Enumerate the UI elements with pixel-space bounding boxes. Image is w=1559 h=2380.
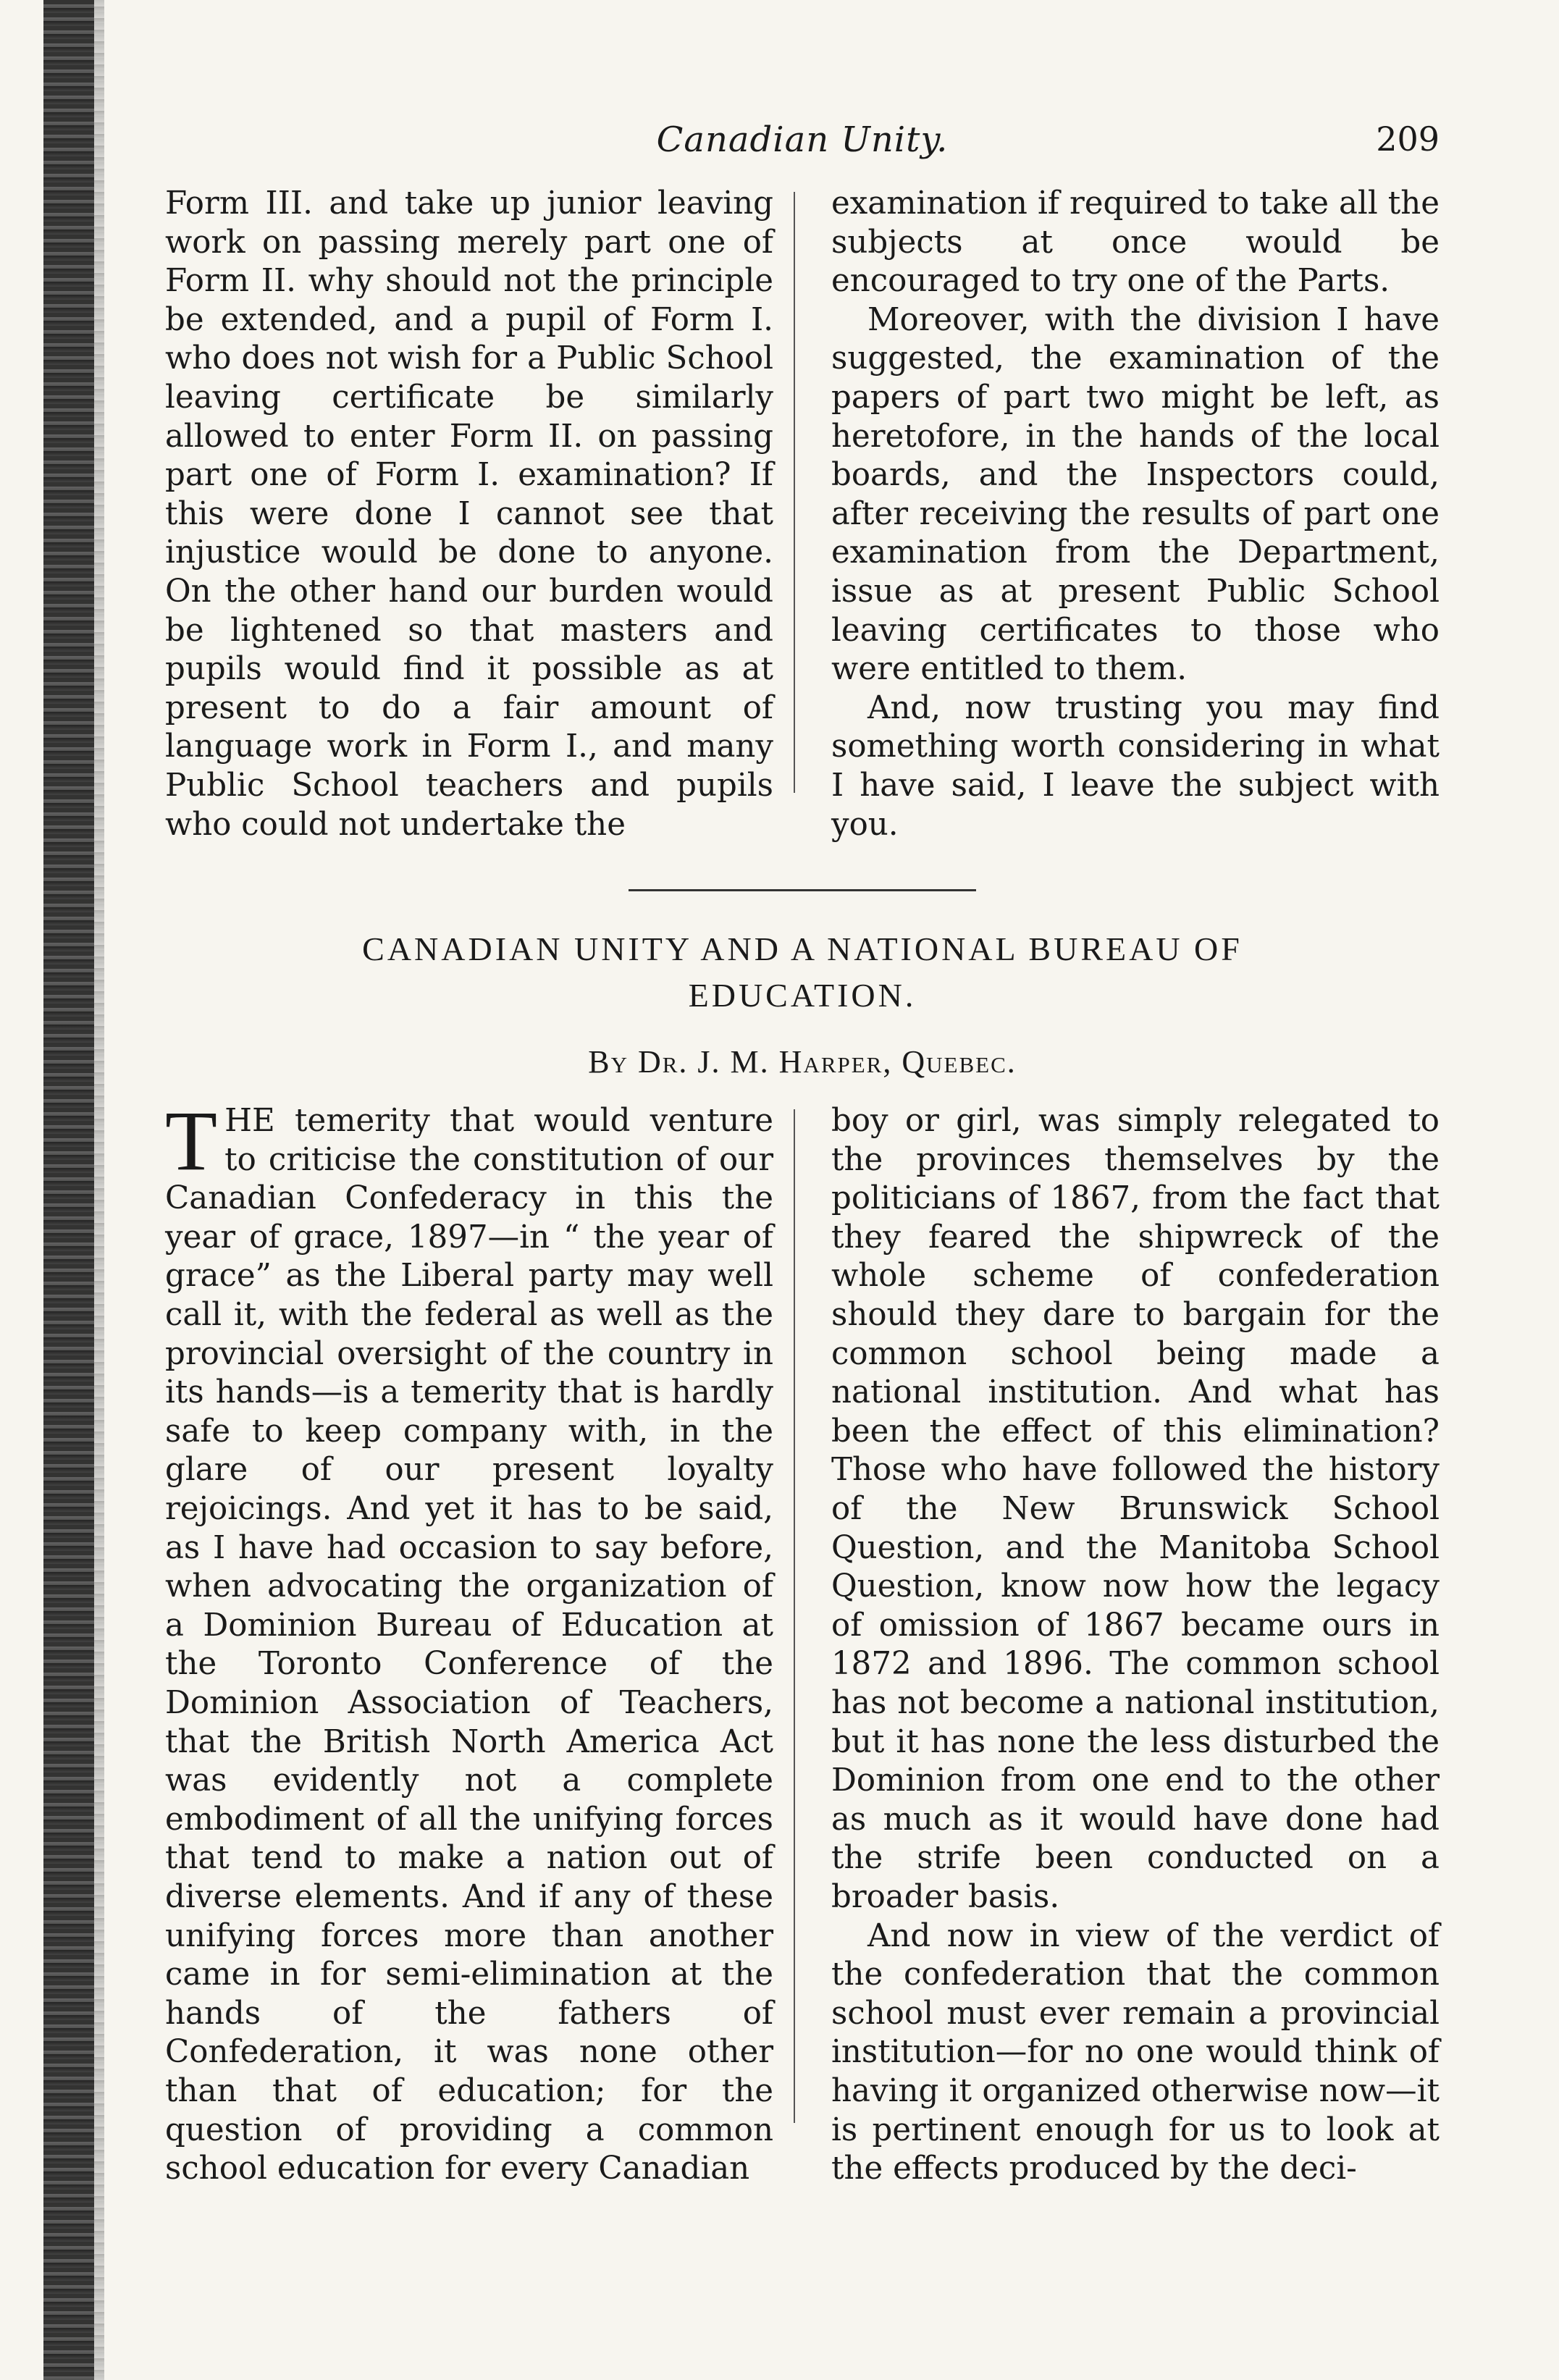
bottom-columns [165,1093,1440,2189]
running-head [165,119,1440,170]
article-title-line-2: EDUCATION. [688,977,917,1014]
page-gutter-edge [94,0,104,2380]
paragraph: Form III. and take up junior leaving work on passing merely part one of Form II. why should not the principle be extended, and a pupil of Form I. who does not wish for a Public School leaving certificate be similarly allowed to enter Form II. on passing part one of Form I. examination? If this were done I cannot see that injustice would be done to anyone. On the other hand our burden would be lightened so that masters and pupils would find it possible as at present to do a fair amount of language work in Form I., and many Public School teachers and pupils who could not undertake the [165,185,773,843]
section-separator [629,889,976,891]
paragraph: examination if required to take all the subjects at once would be encouraged to try one of the Parts. [831,185,1440,300]
bottom-right-column [831,1102,1440,2189]
page [165,119,1440,2189]
drop-cap: T [165,1093,218,1189]
running-title: Canadian Unity. [656,119,949,160]
bottom-left-column [165,1093,773,2189]
top-right-column [831,185,1440,844]
book-binding-edge [43,0,94,2380]
column-divider [794,1109,795,2123]
top-columns [165,185,1440,844]
paragraph: boy or girl, was simply relegated to the provinces themselves by the politicians of 1867, from the fact that they feared the shipwreck of the whole scheme of confederation should they dare to bargain for the common school being made a national institution. And what has been the effect of this elimination? Those who have followed the history of the New Brunswick School Question, and the Manitoba School Question, know now how the legacy of omission of 1867 became ours in 1872 and 1896. The common school has not become a national institution, but it has none the less disturbed the Dominion from one end to the other as much as it would have done had the strife been conducted on a broader basis. [831,1103,1440,1915]
article-title [165,926,1440,1019]
article-title-line-1: CANADIAN UNITY AND A NATIONAL BUREAU OF [362,930,1243,968]
paragraph: Moreover, with the division I have suggested, the examination of the papers of part two might be left, as heretofore, in the hands of the local boards, and the Inspectors could, after receiving the results of part one examination from the Department, issue as at present Public School leaving certificates to those who were entitled to them. [831,301,1440,688]
page-number: 209 [1376,119,1440,159]
paragraph-text: HE temerity that would venture to criticise the constitution of our Canadian Confederacy in this the year of grace, 1897—in “ the year of grace” as the Liberal party may well call it, with the federal as well as the provincial oversight of the country in its hands—is a temerity that is hardly safe to keep company with, in the glare of our present loyalty rejoicings. And yet it has to be said, as I have had occasion to say before, when advocating the organization of a Dominion Bureau of Education at the Toronto Conference of the Dominion Association of Teachers, that the British North America Act was evidently not a complete embodiment of all the unifying forces that tend to make a nation out of diverse elements. And if any of these unifying forces more than another came in for semi-elimination at the hands of the fathers of Confederation, it was none other than that of education; for the question of providing a common school education for every Canadian [165,1103,773,2187]
paragraph: And, now trusting you may find something worth considering in what I have said, I leave the subject with you. [831,689,1440,843]
byline: By Dr. J. M. Harper, Quebec. [588,1044,1017,1080]
paragraph: And now in view of the verdict of the confederation that the common school must ever remain a provincial institution—for no one would think of having it organized otherwise now—it is pertinent enough for us to look at the effects produced by the deci- [831,1917,1440,2187]
paragraph [165,1093,773,2189]
top-left-column [165,185,773,844]
column-divider [794,192,795,793]
